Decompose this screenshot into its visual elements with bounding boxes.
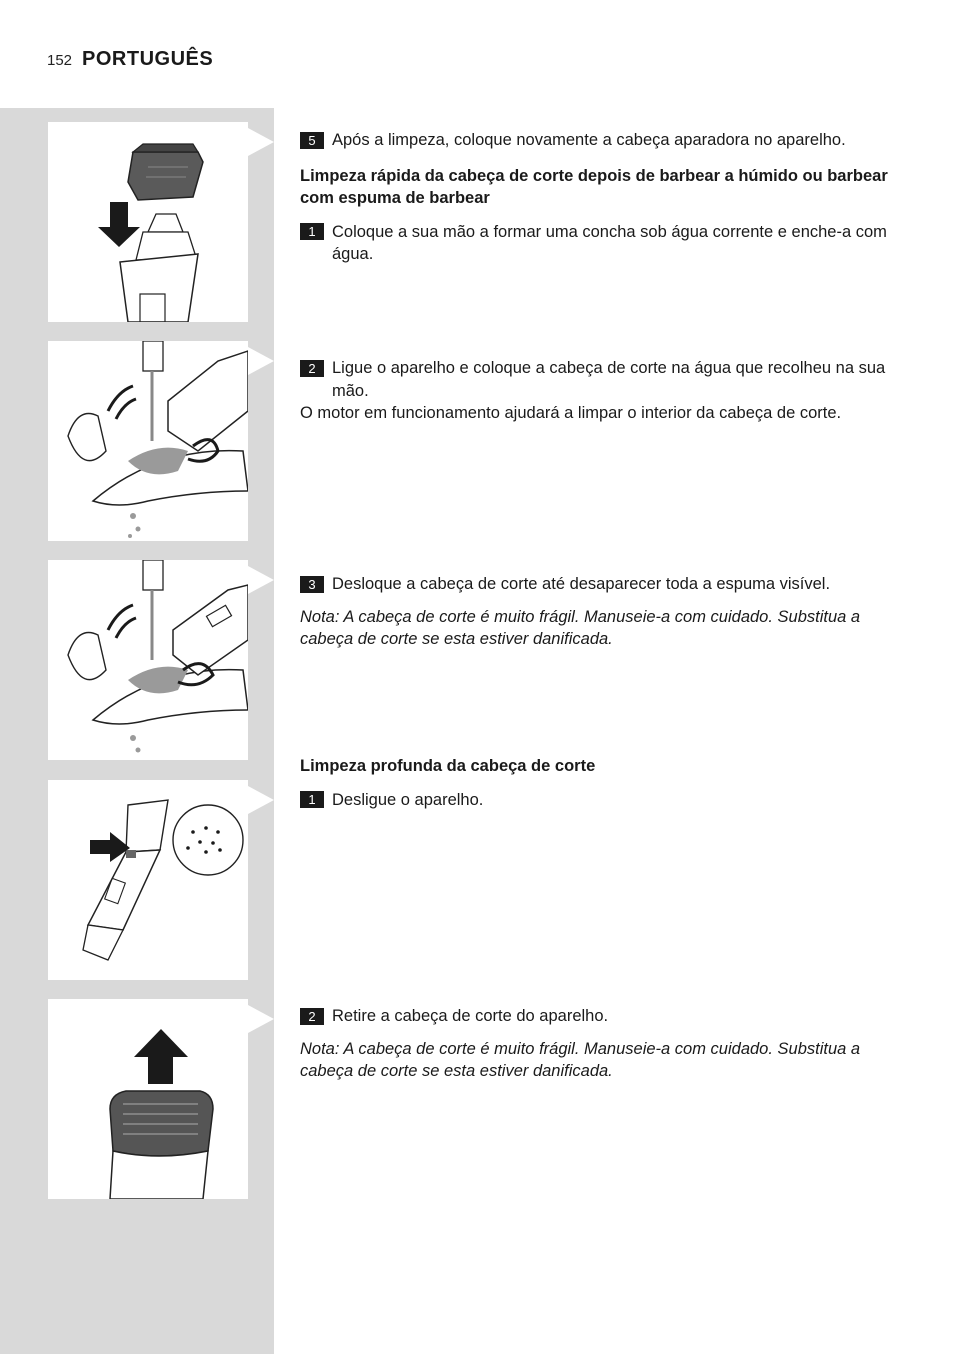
step-text: Desloque a cabeça de corte até desaparecer toda a espuma visível.: [332, 575, 831, 593]
step-number-badge: 3: [300, 576, 324, 593]
text-block-3: [300, 573, 910, 651]
move-head-in-water-icon: [48, 560, 248, 760]
section-heading-quick-clean: Limpeza rápida da cabeça de corte depois de barbear a húmido ou barbear com espuma de barbear: [300, 166, 888, 207]
figure-pointer-2: [248, 347, 274, 375]
step-number-badge: 1: [300, 791, 324, 808]
page-header: [47, 48, 213, 71]
figure-switch-off: [48, 780, 248, 980]
remove-head-icon: [48, 999, 248, 1199]
note-text: Nota: A cabeça de corte é muito frágil. Manuseie-a com cuidado. Substitua a cabeça de corte se esta estiver danificada.: [300, 607, 861, 648]
step-2: [300, 357, 910, 402]
step-1-deep: [300, 789, 910, 812]
step-text: Desligue o aparelho.: [332, 790, 484, 809]
step-number-badge: 5: [300, 132, 324, 149]
section-heading-deep-clean: Limpeza profunda da cabeça de corte: [300, 757, 596, 775]
figure-pointer-5: [248, 1005, 274, 1033]
step-explanation: O motor em funcionamento ajudará a limpar o interior da cabeça de corte.: [300, 404, 842, 422]
text-block-5: [300, 1005, 910, 1083]
step-1: [300, 221, 910, 266]
figure-pointer-1: [248, 128, 274, 156]
trimmer-head-attach-icon: [48, 122, 248, 322]
figure-pointer-3: [248, 566, 274, 594]
step-3: [300, 573, 910, 596]
step-text: Retire a cabeça de corte do aparelho.: [332, 1007, 609, 1025]
step-text: Coloque a sua mão a formar uma concha sob água corrente e enche-a com água.: [332, 222, 887, 263]
figure-remove-head: [48, 999, 248, 1199]
switch-off-icon: [48, 780, 248, 980]
note-text: Nota: A cabeça de corte é muito frágil. Manuseie-a com cuidado. Substitua a cabeça de corte se esta estiver danificada.: [300, 1039, 861, 1080]
text-block-2: [300, 357, 910, 425]
step-5: [300, 129, 910, 152]
step-text: Ligue o aparelho e coloque a cabeça de corte na água que recolheu na sua mão.: [332, 359, 886, 400]
figure-rinse-in-hand: [48, 341, 248, 541]
figure-attach-trimmer-head: [48, 122, 248, 322]
step-2-deep: [300, 1005, 910, 1028]
section-language-title: PORTUGUÊS: [82, 48, 214, 70]
figure-pointer-4: [248, 786, 274, 814]
step-number-badge: 2: [300, 360, 324, 377]
figure-move-head-in-water: [48, 560, 248, 760]
rinse-in-hand-icon: [48, 341, 248, 541]
text-block-1: [300, 129, 910, 266]
step-number-badge: 1: [300, 223, 324, 240]
text-block-4: [300, 755, 910, 811]
page-number: 152: [47, 52, 73, 69]
step-text: Após a limpeza, coloque novamente a cabeça aparadora no aparelho.: [332, 131, 846, 149]
step-number-badge: 2: [300, 1008, 324, 1025]
